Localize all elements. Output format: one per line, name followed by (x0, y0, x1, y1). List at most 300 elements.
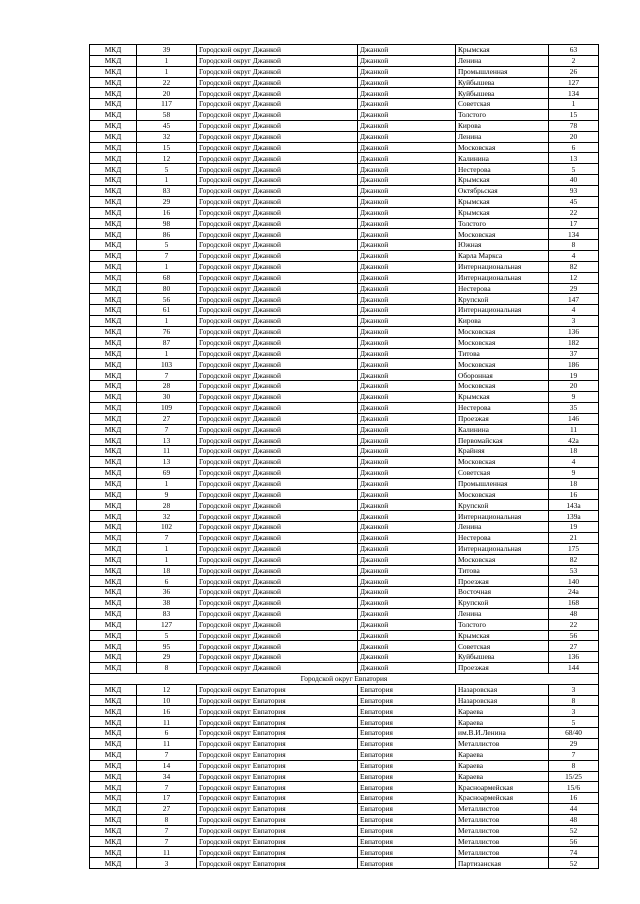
building-type-cell: МКД (90, 272, 137, 283)
count-cell: 34 (137, 771, 197, 782)
street-cell: Толстого (456, 218, 549, 229)
building-type-cell: МКД (90, 695, 137, 706)
house-number-cell: 8 (549, 240, 599, 251)
city-cell: Евпатория (358, 836, 456, 847)
house-number-cell: 9 (549, 467, 599, 478)
house-number-cell: 18 (549, 446, 599, 457)
building-type-cell: МКД (90, 457, 137, 468)
building-type-cell: МКД (90, 587, 137, 598)
house-number-cell: 27 (549, 641, 599, 652)
district-cell: Городской округ Евпатория (197, 771, 358, 782)
house-number-cell: 15/6 (549, 782, 599, 793)
building-type-cell: МКД (90, 196, 137, 207)
count-cell: 117 (137, 99, 197, 110)
count-cell: 28 (137, 381, 197, 392)
district-cell: Городской округ Евпатория (197, 684, 358, 695)
count-cell: 1 (137, 478, 197, 489)
house-number-cell: 20 (549, 381, 599, 392)
house-number-cell: 18 (549, 478, 599, 489)
house-number-cell: 68/40 (549, 728, 599, 739)
city-cell: Джанкой (358, 598, 456, 609)
table-row (90, 120, 599, 131)
table-row (90, 739, 599, 750)
house-number-cell: 15 (549, 110, 599, 121)
building-type-cell: МКД (90, 153, 137, 164)
count-cell: 10 (137, 695, 197, 706)
building-type-cell: МКД (90, 717, 137, 728)
building-type-cell: МКД (90, 500, 137, 511)
building-type-cell: МКД (90, 294, 137, 305)
street-cell: Караева (456, 706, 549, 717)
house-number-cell: 48 (549, 814, 599, 825)
house-number-cell: 24а (549, 587, 599, 598)
house-number-cell: 2 (549, 55, 599, 66)
street-cell: Крупской (456, 500, 549, 511)
building-type-cell: МКД (90, 565, 137, 576)
district-cell: Городской округ Джанкой (197, 272, 358, 283)
street-cell: Карла Маркса (456, 251, 549, 262)
street-cell: Металлистов (456, 739, 549, 750)
street-cell: Интернациональная (456, 511, 549, 522)
district-cell: Городской округ Евпатория (197, 695, 358, 706)
street-cell: Московская (456, 326, 549, 337)
table-row (90, 695, 599, 706)
table-row (90, 229, 599, 240)
table-row (90, 587, 599, 598)
district-cell: Городской округ Джанкой (197, 45, 358, 56)
city-cell: Евпатория (358, 858, 456, 869)
district-cell: Городской округ Евпатория (197, 739, 358, 750)
city-cell: Джанкой (358, 587, 456, 598)
building-type-cell: МКД (90, 739, 137, 750)
street-cell: Куйбышева (456, 88, 549, 99)
count-cell: 56 (137, 294, 197, 305)
city-cell: Джанкой (358, 500, 456, 511)
house-number-cell: 1 (549, 99, 599, 110)
street-cell: Ленина (456, 55, 549, 66)
city-cell: Джанкой (358, 576, 456, 587)
district-cell: Городской округ Джанкой (197, 207, 358, 218)
building-type-cell: МКД (90, 381, 137, 392)
district-cell: Городской округ Евпатория (197, 825, 358, 836)
city-cell: Джанкой (358, 337, 456, 348)
table-row (90, 684, 599, 695)
house-number-cell: 5 (549, 164, 599, 175)
city-cell: Джанкой (358, 608, 456, 619)
building-type-cell: МКД (90, 793, 137, 804)
city-cell: Джанкой (358, 99, 456, 110)
city-cell: Евпатория (358, 728, 456, 739)
house-number-cell: 16 (549, 793, 599, 804)
table-row (90, 402, 599, 413)
count-cell: 1 (137, 261, 197, 272)
house-number-cell: 5 (549, 717, 599, 728)
table-row (90, 500, 599, 511)
building-type-cell: МКД (90, 131, 137, 142)
house-number-cell: 16 (549, 489, 599, 500)
building-type-cell: МКД (90, 283, 137, 294)
district-cell: Городской округ Джанкой (197, 576, 358, 587)
city-cell: Джанкой (358, 381, 456, 392)
count-cell: 109 (137, 402, 197, 413)
street-cell: Металлистов (456, 847, 549, 858)
table-row (90, 240, 599, 251)
table-row (90, 337, 599, 348)
table-row (90, 305, 599, 316)
district-cell: Городской округ Джанкой (197, 619, 358, 630)
table-row (90, 543, 599, 554)
count-cell: 1 (137, 348, 197, 359)
city-cell: Евпатория (358, 814, 456, 825)
table-row (90, 489, 599, 500)
district-cell: Городской округ Джанкой (197, 348, 358, 359)
street-cell: Толстого (456, 110, 549, 121)
count-cell: 98 (137, 218, 197, 229)
district-cell: Городской округ Джанкой (197, 88, 358, 99)
district-cell: Городской округ Джанкой (197, 196, 358, 207)
building-type-cell: МКД (90, 305, 137, 316)
house-number-cell: 63 (549, 45, 599, 56)
street-cell: Проезжая (456, 576, 549, 587)
table-row (90, 99, 599, 110)
street-cell: Московская (456, 142, 549, 153)
building-type-cell: МКД (90, 240, 137, 251)
street-cell: Крымская (456, 45, 549, 56)
count-cell: 1 (137, 316, 197, 327)
building-type-cell: МКД (90, 836, 137, 847)
table-row (90, 77, 599, 88)
street-cell: Нестерова (456, 402, 549, 413)
house-number-cell: 15/25 (549, 771, 599, 782)
building-type-cell: МКД (90, 261, 137, 272)
document-page (89, 44, 598, 869)
table-row (90, 847, 599, 858)
table-row (90, 435, 599, 446)
street-cell: Металлистов (456, 836, 549, 847)
street-cell: Назаровская (456, 695, 549, 706)
district-cell: Городской округ Джанкой (197, 294, 358, 305)
building-type-cell: МКД (90, 641, 137, 652)
building-type-cell: МКД (90, 543, 137, 554)
count-cell: 5 (137, 240, 197, 251)
district-cell: Городской округ Джанкой (197, 587, 358, 598)
table-row (90, 467, 599, 478)
building-type-cell: МКД (90, 652, 137, 663)
city-cell: Джанкой (358, 511, 456, 522)
count-cell: 36 (137, 587, 197, 598)
district-cell: Городской округ Евпатория (197, 782, 358, 793)
street-cell: Крымская (456, 207, 549, 218)
count-cell: 16 (137, 207, 197, 218)
district-cell: Городской округ Джанкой (197, 153, 358, 164)
building-type-cell: МКД (90, 370, 137, 381)
count-cell: 30 (137, 392, 197, 403)
city-cell: Джанкой (358, 619, 456, 630)
building-type-cell: МКД (90, 608, 137, 619)
street-cell: Советская (456, 99, 549, 110)
house-number-cell: 3 (549, 316, 599, 327)
building-type-cell: МКД (90, 619, 137, 630)
building-type-cell: МКД (90, 576, 137, 587)
city-cell: Джанкой (358, 142, 456, 153)
city-cell: Джанкой (358, 467, 456, 478)
city-cell: Джанкой (358, 457, 456, 468)
count-cell: 27 (137, 413, 197, 424)
building-type-cell: МКД (90, 337, 137, 348)
house-number-cell: 29 (549, 283, 599, 294)
table-row (90, 55, 599, 66)
building-type-cell: МКД (90, 760, 137, 771)
city-cell: Джанкой (358, 424, 456, 435)
count-cell: 12 (137, 153, 197, 164)
count-cell: 8 (137, 814, 197, 825)
street-cell: Титова (456, 565, 549, 576)
count-cell: 83 (137, 185, 197, 196)
table-row (90, 185, 599, 196)
table-row (90, 142, 599, 153)
table-row (90, 793, 599, 804)
street-cell: Крымская (456, 175, 549, 186)
house-number-cell: 37 (549, 348, 599, 359)
building-type-cell: МКД (90, 554, 137, 565)
city-cell: Джанкой (358, 55, 456, 66)
house-number-cell: 82 (549, 261, 599, 272)
city-cell: Евпатория (358, 695, 456, 706)
building-type-cell: МКД (90, 110, 137, 121)
city-cell: Джанкой (358, 348, 456, 359)
count-cell: 76 (137, 326, 197, 337)
building-type-cell: МКД (90, 175, 137, 186)
count-cell: 7 (137, 251, 197, 262)
table-row (90, 532, 599, 543)
district-cell: Городской округ Джанкой (197, 251, 358, 262)
table-row (90, 88, 599, 99)
table-row (90, 164, 599, 175)
district-cell: Городской округ Джанкой (197, 175, 358, 186)
house-number-cell: 127 (549, 77, 599, 88)
street-cell: Крупской (456, 294, 549, 305)
count-cell: 1 (137, 175, 197, 186)
street-cell: Интернациональная (456, 305, 549, 316)
city-cell: Джанкой (358, 630, 456, 641)
house-number-cell: 74 (549, 847, 599, 858)
city-cell: Джанкой (358, 652, 456, 663)
street-cell: Титова (456, 348, 549, 359)
district-cell: Городской округ Джанкой (197, 630, 358, 641)
street-cell: Караева (456, 771, 549, 782)
count-cell: 5 (137, 164, 197, 175)
count-cell: 95 (137, 641, 197, 652)
house-number-cell: 9 (549, 392, 599, 403)
table-row (90, 326, 599, 337)
district-cell: Городской округ Джанкой (197, 110, 358, 121)
building-type-cell: МКД (90, 326, 137, 337)
street-cell: Куйбышева (456, 77, 549, 88)
street-cell: Караева (456, 749, 549, 760)
count-cell: 13 (137, 435, 197, 446)
district-cell: Городской округ Джанкой (197, 316, 358, 327)
district-cell: Городской округ Джанкой (197, 489, 358, 500)
city-cell: Евпатория (358, 684, 456, 695)
count-cell: 80 (137, 283, 197, 294)
city-cell: Джанкой (358, 272, 456, 283)
city-cell: Джанкой (358, 316, 456, 327)
district-cell: Городской округ Джанкой (197, 532, 358, 543)
count-cell: 69 (137, 467, 197, 478)
house-number-cell: 140 (549, 576, 599, 587)
house-number-cell: 35 (549, 402, 599, 413)
table-row (90, 370, 599, 381)
house-number-cell: 182 (549, 337, 599, 348)
building-type-cell: МКД (90, 814, 137, 825)
count-cell: 3 (137, 858, 197, 869)
city-cell: Евпатория (358, 847, 456, 858)
table-row (90, 348, 599, 359)
district-cell: Городской округ Джанкой (197, 185, 358, 196)
count-cell: 1 (137, 543, 197, 554)
city-cell: Евпатория (358, 793, 456, 804)
count-cell: 16 (137, 706, 197, 717)
city-cell: Джанкой (358, 218, 456, 229)
house-number-cell: 175 (549, 543, 599, 554)
count-cell: 11 (137, 739, 197, 750)
house-number-cell: 168 (549, 598, 599, 609)
district-cell: Городской округ Джанкой (197, 446, 358, 457)
count-cell: 8 (137, 663, 197, 674)
city-cell: Джанкой (358, 131, 456, 142)
house-number-cell: 53 (549, 565, 599, 576)
table-row (90, 554, 599, 565)
table-row (90, 218, 599, 229)
house-number-cell: 21 (549, 532, 599, 543)
building-type-cell: МКД (90, 120, 137, 131)
building-type-cell: МКД (90, 88, 137, 99)
table-row (90, 272, 599, 283)
district-cell: Городской округ Джанкой (197, 359, 358, 370)
district-cell: Городской округ Джанкой (197, 511, 358, 522)
district-cell: Городской округ Джанкой (197, 131, 358, 142)
street-cell: Нестерова (456, 532, 549, 543)
table-row (90, 153, 599, 164)
table-row (90, 261, 599, 272)
house-number-cell: 3 (549, 684, 599, 695)
district-cell: Городской округ Джанкой (197, 435, 358, 446)
street-cell: Крымская (456, 392, 549, 403)
street-cell: Нестерова (456, 283, 549, 294)
building-type-cell: МКД (90, 424, 137, 435)
house-number-cell: 52 (549, 858, 599, 869)
district-cell: Городской округ Евпатория (197, 814, 358, 825)
city-cell: Джанкой (358, 120, 456, 131)
street-cell: Московская (456, 337, 549, 348)
district-cell: Городской округ Джанкой (197, 565, 358, 576)
building-type-cell: МКД (90, 825, 137, 836)
count-cell: 20 (137, 88, 197, 99)
table-row (90, 478, 599, 489)
district-cell: Городской округ Евпатория (197, 847, 358, 858)
table-row (90, 663, 599, 674)
district-cell: Городской округ Джанкой (197, 608, 358, 619)
count-cell: 127 (137, 619, 197, 630)
street-cell: Интернациональная (456, 261, 549, 272)
table-row (90, 381, 599, 392)
street-cell: Куйбышева (456, 652, 549, 663)
building-type-cell: МКД (90, 316, 137, 327)
table-row (90, 630, 599, 641)
table-row (90, 598, 599, 609)
street-cell: Интернациональная (456, 543, 549, 554)
building-type-cell: МКД (90, 663, 137, 674)
city-cell: Джанкой (358, 392, 456, 403)
street-cell: Кирова (456, 316, 549, 327)
house-number-cell: 44 (549, 804, 599, 815)
city-cell: Евпатория (358, 771, 456, 782)
table-row (90, 717, 599, 728)
street-cell: Московская (456, 457, 549, 468)
district-cell: Городской округ Джанкой (197, 99, 358, 110)
city-cell: Джанкой (358, 66, 456, 77)
district-cell: Городской округ Джанкой (197, 641, 358, 652)
house-number-cell: 93 (549, 185, 599, 196)
house-number-cell: 4 (549, 457, 599, 468)
house-number-cell: 8 (549, 695, 599, 706)
count-cell: 6 (137, 576, 197, 587)
house-number-cell: 22 (549, 207, 599, 218)
house-number-cell: 45 (549, 196, 599, 207)
house-number-cell: 29 (549, 739, 599, 750)
district-cell: Городской округ Евпатория (197, 728, 358, 739)
count-cell: 6 (137, 728, 197, 739)
district-cell: Городской округ Джанкой (197, 652, 358, 663)
city-cell: Джанкой (358, 554, 456, 565)
table-row (90, 619, 599, 630)
table-row (90, 457, 599, 468)
street-cell: Толстого (456, 619, 549, 630)
street-cell: Металлистов (456, 804, 549, 815)
city-cell: Джанкой (358, 543, 456, 554)
district-cell: Городской округ Джанкой (197, 478, 358, 489)
house-number-cell: 8 (549, 760, 599, 771)
house-number-cell: 13 (549, 153, 599, 164)
house-number-cell: 139а (549, 511, 599, 522)
house-number-cell: 11 (549, 424, 599, 435)
table-row (90, 641, 599, 652)
street-cell: Крайняя (456, 446, 549, 457)
street-cell: Кирова (456, 120, 549, 131)
city-cell: Евпатория (358, 749, 456, 760)
count-cell: 1 (137, 55, 197, 66)
city-cell: Джанкой (358, 77, 456, 88)
count-cell: 29 (137, 196, 197, 207)
count-cell: 28 (137, 500, 197, 511)
house-number-cell: 3 (549, 706, 599, 717)
building-type-cell: МКД (90, 598, 137, 609)
district-cell: Городской округ Джанкой (197, 522, 358, 533)
house-number-cell: 52 (549, 825, 599, 836)
count-cell: 11 (137, 446, 197, 457)
district-cell: Городской округ Джанкой (197, 326, 358, 337)
street-cell: Ленина (456, 522, 549, 533)
district-cell: Городской округ Евпатория (197, 749, 358, 760)
street-cell: Красноармейская (456, 782, 549, 793)
table-row (90, 858, 599, 869)
count-cell: 29 (137, 652, 197, 663)
street-cell: Проезжая (456, 663, 549, 674)
district-cell: Городской округ Джанкой (197, 554, 358, 565)
street-cell: Партизанская (456, 858, 549, 869)
city-cell: Джанкой (358, 294, 456, 305)
district-cell: Городской округ Джанкой (197, 66, 358, 77)
